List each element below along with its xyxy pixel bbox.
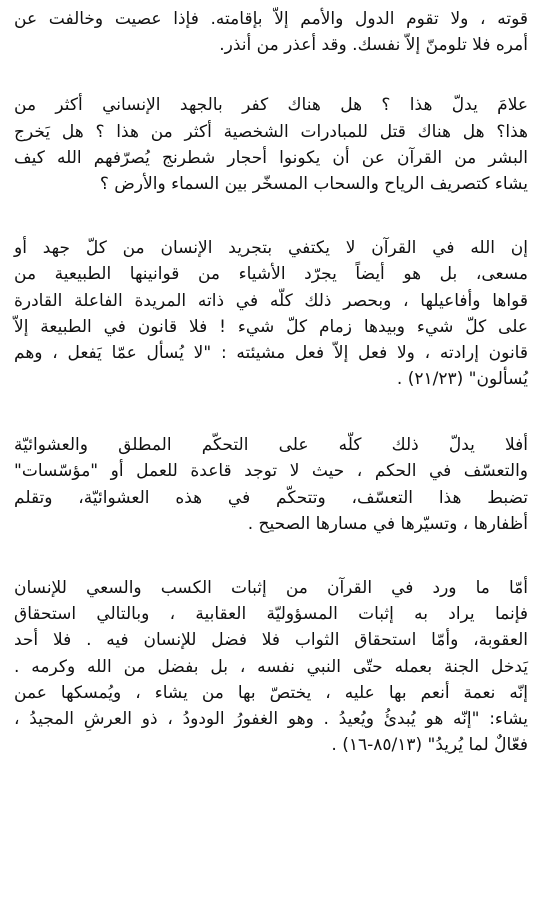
paragraph-3 [14, 235, 528, 392]
text-line: قانون إرادته ، ولا فعل إلاّ فعل مشيئته : "لا يُسأل عمّا يَفعل ، وهم [14, 342, 528, 363]
text-line: أفلا يدلّ ذلك كلّه على التحكّم المطلق والعشوائيّة [14, 435, 528, 456]
text-line: قوته ، ولا تقوم الدول والأمم إلاّ بإقامته. فإذا عصيت وخالفت عن [14, 9, 528, 29]
paragraph-5 [14, 575, 528, 758]
text-line: البشر من القرآن عن أن يكونوا أحجار شطرنج يُصرّفهم الله كيف [14, 147, 528, 168]
text-line: فعّالٌ لما يُريدُ" (٨٥/١٣-١٦) . [331, 735, 528, 756]
paragraph-4 [14, 432, 528, 537]
text-line: علامَ يدلّ هذا ؟ هل هناك كفر بالجهد الإنساني أكثر من [14, 95, 528, 116]
text-line: أظفارها ، وتسيّرها في مسارها الصحيح . [247, 513, 528, 534]
text-line: على كلّ شيء وبيدها زمام كلّ شيء ! فلا قانون في الطبيعة إلاّ [14, 316, 528, 337]
text-line: يَدخل الجنة بعمله حتّى النبي نفسه ، بل بفضل من الله وكرمه . [14, 656, 528, 677]
text-line: إنّه نعمة أنعم بها عليه ، يختصّ بها من يشاء ، ويُمسكها عمن [14, 682, 528, 703]
text-line: أمره فلا تلومنّ إلاّ نفسك. وقد أعذر من أنذر. [219, 35, 528, 56]
text-line: هذا؟ هل هناك قتل للمبادرات الشخصية أكثر من هذا ؟ هل يَخرج [14, 121, 528, 142]
paragraph-2 [14, 92, 528, 197]
text-line: والتعسّف في الحكم ، حيث لا توجد قاعدة للعمل أو "مؤسّسات" [14, 461, 528, 482]
text-line: العقوبة، وأمّا استحقاق الثواب فلا فضل للإنسان فيه . فلا أحد [14, 630, 528, 651]
text-line: إن الله في القرآن لا يكتفي بتجريد الإنسان من كلّ جهد أو [14, 238, 528, 259]
text-line: قواها وأفاعيلها ، وبحصر ذلك كلّه في ذاته المريدة الفاعلة القادرة [14, 290, 528, 311]
paragraph-1 [14, 6, 528, 58]
text-line: تضبط هذا التعسّف، وتتحكّم في هذه العشوائيّة، وتقلم [14, 487, 528, 508]
text-line: أمّا ما ورد في القرآن من إثبات الكسب والسعي للإنسان [14, 578, 528, 598]
text-line: يشاء كتصريف الرياح والسحاب المسخّر بين السماء والأرض ؟ [99, 173, 528, 194]
text-line: مسعى، بل هو أيضاً يجرّد الأشياء من قوانينها الطبيعية من [14, 264, 528, 285]
text-line: يُسألون" (٢١/٢٣) . [396, 369, 528, 390]
text-line: فإنما يراد به إثبات المسؤوليّة العقابية ، وبالتالي استحقاق [14, 604, 528, 625]
text-line: يشاء: "إنّه هو يُبدئُ ويُعيدُ . وهو الغفورُ الودودُ ، ذو العرشِ المجيدُ ، [14, 708, 528, 729]
